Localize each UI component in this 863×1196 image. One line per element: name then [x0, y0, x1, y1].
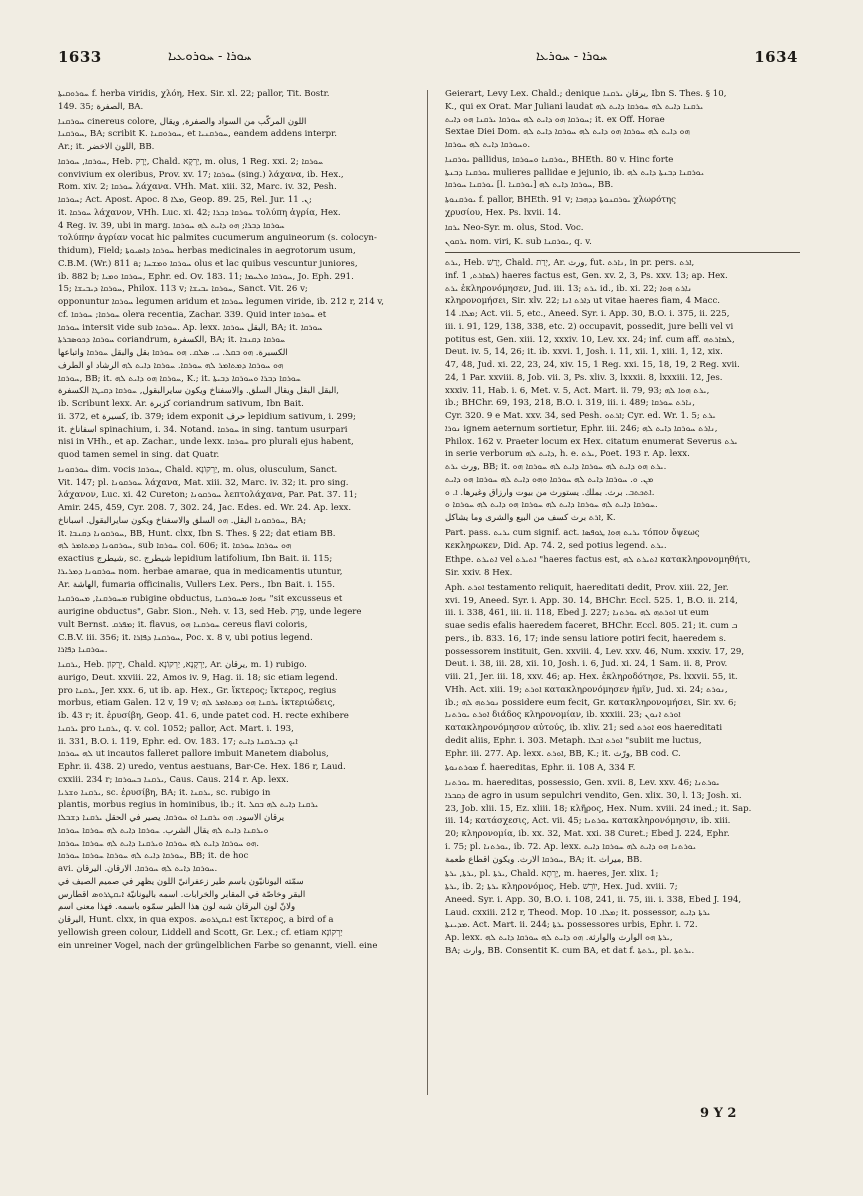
entry-line: ܝܪܩܐ Neo-Syr. m. olus, Stod. Voc. [445, 222, 584, 233]
dictionary-entry [445, 88, 800, 152]
entry-line: سمّته اليونانيّون باسم طير زعفرانيّ اللون يظهر في صميم الصيف في [58, 876, 304, 887]
dictionary-entry [58, 593, 413, 657]
entry-line: ܚܘܪܩܘܢܐ البقل. ܗܘ السلق والاسفناخ ويكون سايرالبقول. اسباناخ, BA; [58, 515, 307, 526]
entry-line: thidum), Field; ܚܘܪܩܐ ܕܐܣܝܘܬܐ herbas medicinales in aegrotorum usum, [58, 246, 356, 256]
entry-line: it. اسفاناخ spinachium, i. 34. Notand. ܚܘܪܩܐ in sing. tantum usurpari [58, 424, 348, 435]
entry-line: ܡܢ. ܘ. ܚܘܪܩܐ ܕܐܝܬ ܠܗ ܚܘܪܩܐ ܘܗܘ ܕܐܝܬ ܠܗ ܚܘܪܩܐ ܗܘ ܕܐܝܬ [445, 474, 654, 485]
entry-line: aurigine obductus", Gabr. Sion., Neh. v. 13, sed Heb. פֶּרֶק, unde legere [58, 607, 362, 617]
entry-line: ܚܘܪܩܘܢܐ ܕܡܪܝܪܐ nom. herbae amarae, qua in medicamentis utuntur, [58, 566, 343, 577]
entry-line: quod tamen semel in sing. dat Quatr. [58, 450, 220, 460]
entry-line: ib. 43 r; it. ἐρυσίβη, Geop. 41. 6, unde patet cod. H. recte exhibere [58, 711, 349, 721]
entry-line: τολύπην ἀγρίαν vocat hic palmites cucumerum anguineorum (s. colocyn- [58, 233, 377, 244]
dictionary-entry [445, 777, 800, 866]
dictionary-entry [445, 582, 800, 761]
entry-line: dedit aliis, Ephr. i. 303. Metaph. ܐܘܪܬ ܐܒܠܐ "subiit me luctus, [445, 735, 702, 746]
signature-mark: 9 Y 2 [700, 1106, 737, 1121]
entry-line: yellowish green colour, Liddell and Scott, Gr. Lex.; cf. etiam יַרְקוֹנָא [58, 927, 343, 938]
entry-line: ܝܘܪܩܢܐ ܚܘܪܩܐ [l. ܝܘܪܩܢܐ] ܚܘܪܩܐ ܕܐܝܬ ܠܗ, BB. [445, 180, 614, 191]
left-column [58, 88, 413, 1098]
entry-line: ܝܘܪܩܢܐ pallidus, ܝܘܪܩܢܐ ܘܚܘܪܩܐ, BHEth. 80 v. Hinc forte [445, 154, 674, 165]
entry-line: K., qui ex Orat. Mar Juliani laudat ܝܪܩܢܐ ܕܐܝܬ ܠܗ ܚܘܪܩܐ ܕܐܝܬ ܠܗ [445, 101, 704, 112]
entry-line: Ethpe. ܐܬܝܪܬ vel ܐܬܝܪܬ "haeres factus est, ܐܬܝܪܬ ܠܗ κατακληρονομηθήτι, [445, 555, 751, 566]
entry-line: ib.; BHChr. 69, 193, 218, B.O. i. 319, iii. i. 489; ܢܐܪܬ ܚܘܪܩܐ, [445, 398, 695, 409]
right-column [445, 88, 800, 1098]
entry-line: it. ܚܘܪܩܘܢܐ ܕܩܢܒܐ, BB, Hunt. clxx, Ibn S. Thes. § 22; dat etiam BB. [58, 528, 336, 539]
entry-line: ܝܪܬܐ, ܝܪܬܐ, pl. ܝܪܬܐ, Chald. יָרְתָא, m. haeres, Jer. xlix. 1; [445, 869, 659, 880]
entry-line: ܚܘܪܩܘܢܐ dim. vocis ܚܘܪܩܐ, Chald. יַרְקוֹנָא, m. olus, olusculum, Sanct. [58, 464, 338, 475]
dictionary-entry [445, 194, 800, 220]
entry-line: nisi in VHh., et ap. Zachar., unde lexx. ܚܘܪܩܐ pro plurali ejus habent, [58, 437, 354, 448]
entry-line: ܚܘܪܩܐ; Act. Apost. Apoc. ܡܠܐ 8, Geop. 89. 25, Rel. Jur. ܢ. 11; [58, 195, 312, 205]
entry-line: ܝܪܩܢܐ pro ܝܪܩܢܐ, q. v. col. 1052; pallor, Act. Mart. i. 193, [58, 723, 294, 734]
dictionary-entry [58, 156, 413, 462]
entry-line: Rom. xiv. 2; ܚܘܪܩܐ λάχανα. VHh. Mat. xiii. 32, Marc. iv. 32, Pesh. [58, 182, 337, 193]
entry-line: cf. ܚܘܪܩܐ; ܚܘܪܩܐ olera recentia, Zachar. 339. Quid inter ܚܘܪܩܐ et [58, 309, 327, 320]
entry-line: possessorem instituit, Gen. xxviii. 4, Lev. xxv. 46, Num. xxxiv. 17, 29, [445, 646, 745, 657]
dictionary-entry [58, 88, 413, 114]
entry-line: in serie verborum ܕܐܝܬ ܠܗ, h. e. ܝܪܬ, Poet. 193 r. Ap. lexx. [445, 449, 690, 460]
entry-line: it. ܚܘܪܩܐ λάχανον, VHh. Luc. xi. 42; ܚܘܪܩܐ ܕܒܪܐ τολύπη ἀγρία, Hex. [58, 207, 341, 218]
entry-line: ii. 331, B.O. i. 119, Ephr. ed. Ov. 183. 17; ܐܝܟ ܕܒܝܪܩܢܐ ܕܐܝܬ [58, 736, 298, 747]
right-column-top [445, 88, 800, 249]
entry-line: ܡܚܘܪܩܢܐ, ܡܚܘܪܩܢܐ rubigine obductus, ܢܗܘܐ ܡܚܘܪܩܢܐ "sit excusseus et [58, 594, 343, 605]
entry-line: Sextae Diei Dom. ܗܘ ܕܐܝܬ ܠܗ ܚܘܪܩܐ ܗܘ ܕܐܝܬ ܠܗ ܚܘܪܩܐ ܕܐܝܬ ܠܗ [445, 127, 690, 138]
entry-line: viii. 21, Jer. iii. 18, xxv. 46; ap. Hex. ἐκληροδότησε, Ps. lxxvii. 55, it. [445, 672, 738, 682]
entry-line: Deut. i. 38, iii. 28, xii. 10, Josh. i. 6, Jud. xi. 24, 1 Sam. ii. 8, Prov. [445, 659, 728, 670]
entry-line: ܠܗ ܚܘܪܩܐ ut incautos falleret pallore imbuit Manetem diabolus, [58, 749, 329, 760]
dictionary-entry [445, 762, 800, 775]
entry-line: pro ܝܪܩܢܐ, Jer. xxx. 6, ut ib. ap. Hex., Gr. ἴκτερος; ἴκτερος, regius [58, 685, 337, 696]
entry-line: iii. i. 338, 461, iii. ii. 118, Ebed J. 227; ܐܘܪܬܗ ܠܗ ܝܘܪܬܢܐ ut eum [445, 608, 709, 619]
entry-line: البقر وخاصّة في المقابر والخرابات. اسمه باليونانيّة ܐܝܩܛܪܘܣ اقطارس [58, 889, 306, 900]
dictionary-entry [445, 154, 800, 192]
entry-line: ii. 372, et كسيرة, ib. 379; idem exponit حرف lepidium sativum, i. 299; [58, 411, 356, 422]
entry-line: 4 Reg. iv. 39, ubi in marg. ܚܘܪܩܐ ܕܒܪܐ; ܗܘ ܕܐܝܬ ܠܗ ܚܘܪܩܐ [58, 220, 285, 231]
left-running-head: ܚܘܪܐ - ܚܘܪܘܥܝܐ [168, 49, 252, 64]
right-column-bottom [445, 257, 800, 958]
entry-line: aurigo, Deut. xxviii. 22, Amos iv. 9, Hag. ii. 18; sic etiam legend. [58, 672, 338, 683]
entry-line: ܡܘܪܬܢܘܬܐ f. haereditas, Ephr. ii. 108 A, 334 F. [445, 763, 636, 774]
entry-line: i. 75; pl. ܝܘܪܬܢܐ, ib. 72. Ap. lexx. ܝܘܪܬܢܐ ܗܘ ܕܐܝܬ ܠܗ ܚܘܪܩܐ ܕܐܝܬ [445, 841, 696, 852]
entry-line: BA; وارث, BB. Consentit K. cum BA, et dat f. ܝܪܬܬܐ, pl. ܝܪܬܬܐ. [445, 945, 695, 956]
right-running-head: ܚܘܪܐ - ܚܘܪܥܐ [536, 49, 608, 64]
entry-line: ܘܚܘܪܩܐ ܕܐܝܬ ܠܗ ܚܘܪܩܐ. [445, 140, 531, 150]
entry-line: inf. ܠܡܐܪܬ, 1) haeres factus est, Gen. xv. 2, 3, Ps. xxv. 13; ap. Hex. [445, 270, 728, 281]
entry-line: Vit. 147; pl. ܚܘܪܩܘܢܐ λάχανα, Mat. xiii. 32, Marc. iv. 32; it. pro sing. [58, 477, 349, 488]
entry-line: ورث ܝܪܬ, BB; it. ܝܪܬ ܗܘ ܕܐܝܬ ܠܗ ܚܘܪܩܐ ܕܐܝܬ ܠܗ ܚܘܪܩܐ ܗܘ. [445, 462, 667, 472]
entry-line: xxxiv. 11, Hab. i. 6, Met. v. 5, Act. Mart. ii. 79, 93; ܝܪܬ ܗܘܐ ܠܗ, [445, 385, 710, 396]
dictionary-entry [58, 659, 413, 952]
entry-line: ܝܪܬܐ, ib. 2; ܝܪܬܐ κληρονόμος, Heb. יוֹרֵשׁ, Hex. Jud. xviii. 7; [445, 882, 678, 892]
entry-line: 47, 48, Jud. xi. 22, 23, 24, xiv. 15, 1 Reg. xxi. 15, 18, 19, 2 Reg. xvii. [445, 360, 740, 370]
entry-line: κεκληρωκεν, Did. Ap. 74. 2, sed potius legend. ܝܪܬ. [445, 540, 667, 551]
entry-line: 23, Job. xlii. 15, Ez. xliii. 18; κλῆρος, Hex. Num. xviii. 24 ined.; it. Sap. [445, 803, 752, 814]
entry-line: الكسبرة. ܗܘ ܒܩܠ. ܝ. ܣܠܩ. ܗܘ ܚܘܪܩܐ بقل والبقل ܚܘܪܩܐ واتباعها [58, 348, 288, 358]
entry-line: Cyr. 320. 9 e Mat. xxv. 34, sed Pesh. ܐܪܬܘ; Cyr. ed. Wr. 1. 5; ܝܪܬ [445, 411, 716, 421]
entry-line: opponuntur ܚܘܪܩܐ legumen aridum et ܚܘܪܩܐ legumen viride, ib. 212 r, 214 v, [58, 297, 384, 307]
entry-line: C.B.M. (Wr.) 811 a; ܚܘܪܩܐ ܘܡܫܚܐ olus et lac quibus vescuntur juniores, [58, 258, 358, 269]
entry-line: ولانّ لون اليرقان شبه لون هذا الطير سمّوه باسمه. فهذا معنى اسم [58, 902, 296, 913]
entry-line: Ar.; it. اللون الاخضر, BB. [58, 142, 155, 152]
entry-line: ܝܘܪܬܢܐ m. haereditas, possessio, Gen. xvii. 8, Lev. xxv. 46; ܝܘܪܬܢܐ [445, 778, 720, 788]
entry-line: ܚܘܪܘܩܝܬܐ f. herba viridis, χλόη, Hex. Sir. xl. 22; pallor, Tit. Bostr. [58, 89, 330, 99]
entry-line: ib.; ܢܘܪܬܗ ܠܗ possidere eum fecit, Gr. κατακληρονομήσει, Sir. xv. 6; [445, 697, 737, 708]
entry-line: ܝܪܩܢܐ, Heb. יֵרָקוֹן, Chald. יַרְקָנָא, יַרְקוֹנָא, Ar. يرقان, m. 1) rubigo. [58, 660, 307, 670]
entry-line: ܝܪܩܘܢ nom. viri, K. sub ܝܘܪܩܢܐ, q. v. [445, 237, 592, 248]
entry-line: λάχανον, Luc. xi. 42 Cureton; ܚܘܪܩܘܢܐ λεπτολάχανα, Par. Pat. 37. 11; [58, 490, 358, 501]
entry-line: xvi. 19, Aneed. Syr. i. App. 30. 14, BHChr. Eccl. 525. 1, B.O. ii. 214, [445, 595, 738, 606]
entry-line: exactius شيطرج, sc. شيطرج lepidium latifolium, Ibn Bait. ii. 115; [58, 554, 333, 564]
entry-line: 149. 35; الصفرة, BA. [58, 101, 144, 112]
entry-line: Ephr. iii. 277. Ap. lexx. ܐܘܪܬ, BB, K.; it. ورّث, BB cod. C. [445, 748, 681, 759]
dictionary-entry [445, 257, 800, 525]
entry-line: Aneed. Syr. i. App. 30, B.O. i. 108, 241, ii. 75, iii. i. 338, Ebed J. 194, [445, 894, 742, 905]
entry-line: البقل البقل ويقال السلق. والاسفناخ ويكون سايرالبقول, ܚܘܪܩܐ ܕܩܝܛܐ الكسفرة, [58, 386, 340, 397]
entry-line: ܐܬܟܬܒ. برث. بملك. يستورث من بيوت وارزاق وغيرها. ܐ. ܘ. [445, 487, 655, 498]
entry-line: ܚܘܪܩܐ, BB; it. ܚܘܪܩܐ ܗܘ ܕܐܝܬ ܠܗ, K.; it. ܚܘܪܩܐ ܕܒܪܐ ܘܚܘܪܩܐ ܕܒܝܬܐ [58, 373, 301, 384]
entry-line: κατακληρονόμησον αὐτούς, ib. xliv. 21; sed ܐܘܪܬ eos haereditati [445, 723, 723, 733]
entry-line: اليرقان, Hunt. clxx, in qua expos. ܐܝܩܛܪܘܣ est ἴκτερος, a bird of a [58, 915, 334, 925]
entry-line: κληρονομήσει, Sir. xlv. 22; ܕܐܪܬ ܐܢܐ ut vitae haeres fiam, 4 Macc. [445, 296, 721, 307]
entry-line: ܝܪܬ ἐκληρονόμησεν, Jud. iii. 13; ܝܪܬ id., ib. xi. 22; ܢܐܪܬ ܗܘܐ [445, 283, 692, 294]
dictionary-entry [58, 116, 413, 154]
entry-line: avi. ܚܘܪܩܐ ܕܐܝܬ ܠܗ ܚܘܪܩܐ. الارقان. اليرقان. [58, 864, 218, 874]
entry-line: Amir. 245, 459, Cyr. 208. 7, 302. 24, Jac. Edes. ed. Wr. 24. Ap. lexx. [58, 503, 352, 513]
entry-line: ܡܕܝܢܬܐ. Act. Mart. ii. 244; ܝܪܬܐ possessores urbis, Ephr. i. 72. [445, 920, 698, 931]
entry-line: Deut. iv. 5, 14, 26; it. ib. xxvi. 1, Josh. i. 11, xii. 1, xiii. 1, 12, xix. [445, 347, 723, 358]
entry-line: ܚܘܪܩܐ ܗܘ ܕܐܝܬ ܠܗ ܚܘܪܩܐ ܝܪܩܢܐ ܗܘ ܕܐܝܬ; it. ex Off. Horae [445, 114, 665, 125]
entry-line: ܝܪܬ, Heb. יָרַשׁ, Chald. יְרַת, Ar. ورث, fut. ܢܐܪܬ, in pr. pers. ܐܪܬ, [445, 258, 695, 268]
entry-line: ܝܘܪܩܢܐ ܕܒܢܬܐ mulieres pallidae e jejunio, ib. ܝܘܪܩܢܐ ܕܒܢܬܐ ܕܐܝܬ ܠܗ [445, 167, 704, 178]
entry-line: ܚܘܪܩܐ intersit vide sub ܚܘܪܩܐ. Ap. lexx. البقل ܚܘܪܩܐ, BA; it. ܚܘܪܩܐ [58, 322, 323, 333]
dictionary-entry [445, 868, 800, 957]
entry-line: ܐܘܪܬ ܝܘܪܬܢܐ διάδος κληρονομίαν, ib. xxxiii. 23; ܐܘܪܬ ܐܢܘܢ [445, 710, 681, 721]
entry-line: ܝܪܩܢܐ ܘܫܪܝܐ, sc. ἐρυσίβη, BA; it. ܝܪܩܢܐ, sc. rubigo in [58, 787, 271, 798]
dictionary-entry [445, 527, 800, 553]
entry-line: pers., ib. 833. 16, 17; inde sensu latiore potiri fecit, haeredem s. [445, 633, 727, 644]
entry-line: Laud. cxxiii. 212 r, Theod. Mop. ܡܠܐ. 10; it. possessor, ܝܪܬܐ ܕܐܝܬ [445, 907, 711, 918]
entry-line: 15; ܚܘܪܩܐ ܕܝܒܝܫܐ, Philox. 113 v; ܚܘܪܩܐ ܝܒܝܫܐ, Sanct. Vit. 26 v; [58, 284, 308, 295]
entry-line: C.B.V. iii. 356; it. ܚܘܪܩܢܐ ܕܦܐܪܐ, Poc. x. 8 v, ubi potius legend. [58, 632, 313, 643]
entry-line: cxxiii. 234 r; ܝܪܩܢܐ ܒܚܘܪܩܐ, Caus. Caus. 214 r. Ap. lexx. [58, 774, 289, 785]
entry-line: ܚܘܪܩܘܢܐ ܕܡܬܐܡܪ ܠܗ, sub ܚܘܪܩܐ col. 606; it. ܗܘ ܚܘܪܩܐ ܚܘܪܩܐ [58, 541, 292, 552]
entry-line: ܘܝܪܩܢܐ ܕܐܝܬ ܠܗ يقال الشرب. ܚܘܪܩܐ ܕܐܝܬ ܠܗ ܚܘܪܩܐ ܚܘܪܩܐ [58, 825, 269, 836]
entry-line: ܚܘܪܩܐ ܕܐܝܬ ܠܗ ܚܘܪܩܐ ܚܘܪܩܐ ܚܘܪܩܐ, BB; it. de hoc [58, 851, 249, 862]
dictionary-entry [445, 554, 800, 580]
entry-line: ܗܘ ܚܘܪܩܐ ܕܐܝܬ ܠܗ ܚܘܪܩܐ ܘܝܪܩܢܐ ܕܐܝܬ ܠܗ ܚܘܪܩܐ ܚܘܪܩܐ. [58, 838, 260, 849]
entry-line: morbus, etiam Galen. 12 v, 19 v; ܝܪܩܢܐ ܗܘ ܕܡܬܐܡܪ ܠܗ ἰκτεριώδεις, [58, 698, 336, 709]
entry-line: Philox. 162 v. Praeter locum ex Hex. citatum enumerat Severus ܝܪܬ [445, 436, 738, 447]
entry-line: ܚܘܪܩܢܐ cinereus colore, اللون المركّب من السواد والصفرة, ويقال [58, 116, 307, 127]
entry-line: ib. Scribunt lexx. Ar. كزبرة coriandrum sativum, Ibn Bait. [58, 399, 304, 409]
entry-line: iii. 14; κατάσχεσις, Act. vii. 45; ܝܘܪܬܢܐ κατακληρονόμησιν, ib. xiii. [445, 816, 731, 827]
entry-line: iii. i. 91, 129, 138, 338, etc. 2) occupavit, possedit, jure belli vel vi [445, 321, 734, 332]
page-header [58, 48, 798, 70]
entry-line: Part. pass. ܝܪܝܬ cum signif. act. ܝܪܝܬ ܗܘܐ ܛܘܦܣܐ τόπον ὄψεως [445, 527, 700, 538]
entry-line: vult Bernst. ܡܦܪܩ; it. flavus, ܚܘܪܩܢܐ ܗܘ cereus flavi coloris, [58, 619, 308, 630]
entry-line: ܚܘܪܩܢܐ ܕܦܐܪܐ. [58, 645, 108, 656]
entry-line: ܚܘܪܩܐ الارث. ويكون اقطاع طعمة, BA; it. ميراث, BB. [445, 854, 643, 865]
entry-line: Geierart, Levy Lex. Chald.; denique يرقان ܝܪܩܢܐ, Ibn S. Thes. § 10, [445, 89, 727, 99]
entry-line: يرقان الاسود. ܗܘ ܝܪܩܢܐ ܐܘ ܚܘܪܩܐ. يصير في الحقل ܝܪܩܢܐ ܕܫܒܠܐ [58, 813, 285, 823]
column-rule [427, 90, 428, 1095]
entry-line: ܐܪܬ برث كسف من البيع والشرى وما يشاكل, K. [445, 513, 616, 523]
entry-line: ܢܘܪܐ ignem aeternum sortietur, Ephr. iii. 246; ܢܐܪܬ ܚܘܪܩܐ ܕܐܝܬ ܠܗ, [445, 423, 718, 434]
entry-line: ܕܩܒܪܐ de agro in usum sepulchri vendito, Gen. xlix. 30, l. 13; Josh. xi. [445, 790, 742, 801]
dictionary-entry [58, 464, 413, 592]
entry-line: ܚܘܪܩܐ, ܚܘܪܩܐ, Heb. יָרָק, Chald. יַרְקָא, m. olus, 1 Reg. xxi. 2; ܚܘܪܩܐ [58, 156, 324, 167]
entry-line: ܚܘܪܩܐ ܕܟܘܣܒܪܬܐ coriandrum, الكسفرة, BA; it. ܚܘܪܩܐ ܕܩܢܒܐ [58, 335, 286, 346]
entry-line: Sir. xxiv. 8 Hex. [445, 568, 513, 578]
entry-line: Ar. الهاشة, fumaria officinalis, Vullers Lex. Pers., Ibn Bait. i. 155. [58, 579, 335, 590]
entry-line: convivium ex oleribus, Prov. xv. 17; ܚܘܪܩܐ (sing.) λάχανα, ib. Hex., [58, 169, 344, 180]
entry-line: VHh. Act. xiii. 19; ܐܘܪܬ κατακληρονόμησεν ἡμῖν, Jud. xi. 24; ܢܘܪܬ, [445, 684, 728, 695]
dictionary-entry [445, 222, 800, 235]
entry-line: suae sedis efalis haeredem faceret, BHChr. Eccl. 805. 21; it. cum ܒ [445, 621, 738, 631]
entry-divider [445, 252, 800, 253]
entry-line: ܚܘܪܩܐ ܕܐܝܬ ܠܗ ܚܘܪܩܐ ܕܐܝܬ ܠܗ ܚܘܪܩܐ ܗܘ ܕܐܝܬ ܠܗ ܚܘܪܩܐ ܘ. [445, 500, 658, 511]
entry-line: ܝܘܪܩܢܘܬܐ f. pallor, BHEth. 91 v; ܝܘܪܩܢܘܬܐ ܕܕܗܒܐ χλωρότης [445, 195, 676, 205]
entry-line: ein unreiner Vogel, nach der grüngelblichen Farbe so genannt, viell. eine [58, 940, 378, 951]
entry-line: potitus est, Gen. xiii. 12, xxxiv. 10, Lev. xx. 24; inf. cum aff. ܠܡܐܪܬܗ, [445, 334, 735, 345]
left-page-number: 1633 [58, 48, 102, 66]
entry-line: Aph. ܐܘܪܬ testamento reliquit, haereditati dedit, Prov. xiii. 22, Jer. [445, 582, 729, 593]
entry-line: χρυσίου, Hex. Ps. lxvii. 14. [445, 207, 561, 218]
right-page-number: 1634 [754, 48, 798, 66]
entry-line: 24, 1 Par. xxviii. 8, Job. vii. 3, Ps. xliv. 3, lxxxii. 8, lxxxiii. 12, Jes. [445, 372, 723, 383]
entry-line: Ap. lexx. ܝܪܬܐ ܗܘ الوارث والوارثة. ܗܘ ܕܐܝܬ ܠܗ ܚܘܪܩܐ ܕܐܝܬ ܠܗ, [445, 933, 673, 943]
entry-line: 20; κληρονομία, ib. xx. 32, Mat. xxi. 38 Curet.; Ebed J. 224, Ephr. [445, 829, 730, 839]
entry-line: ܡܠܐ. 14; Act. vii. 5, etc., Aneed. Syr. i. App. 30, B.O. i. 375, ii. 225, [445, 309, 730, 319]
entry-line: Ephr. ii. 438. 2) uredo, ventus aestuans, Bar-Ce. Hex. 186 r, Laud. [58, 762, 346, 772]
entry-line: ܚܘܪܩܢܐ, BA; scribit K. ܚܘܪܘܩܢܐ, et ܚܘܪܩܢܝܐ, eandem addens interpr. [58, 129, 337, 140]
dictionary-entry [445, 236, 800, 249]
entry-line: ib. 882 b; ܚܘܪܩܐ ܘܡܝܐ, Ephr. ed. Ov. 183. 11; ܚܘܪܩܐ ܘܠܚܡܐ, Jo. Eph. 291. [58, 271, 354, 282]
entry-line: ܗܘ ܚܘܪܩܐ ܕܡܬܐܡܪ ܠܗ ܚܘܪܩܐ. ܚܘܪܩܐ ܕܐܝܬ ܠܗ الرشاد او الطرف [58, 360, 284, 371]
entry-line: plantis, morbus regius in hominibus, ib.; it. ܝܪܩܢܐ ܕܐܝܬ ܠܗ ܒܩܠ [58, 800, 319, 811]
